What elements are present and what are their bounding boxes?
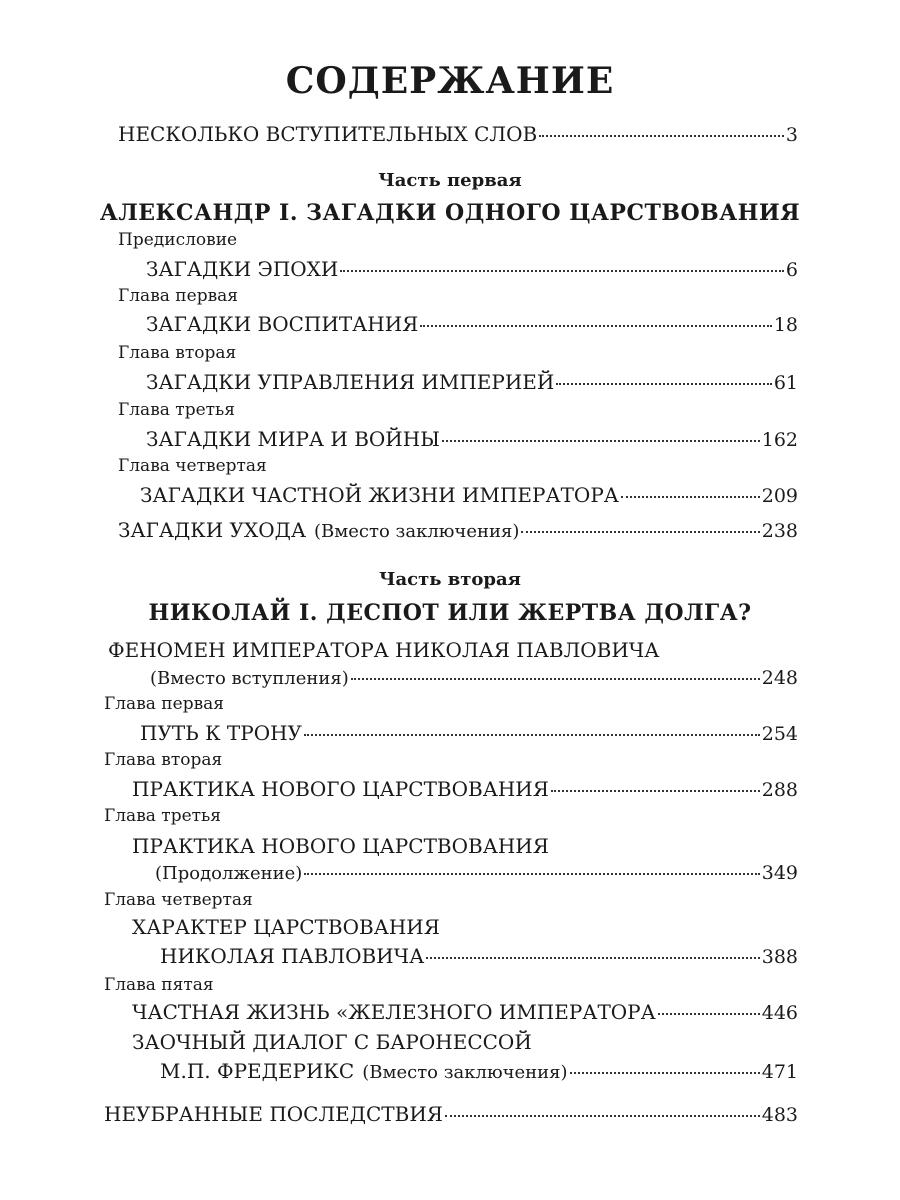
dot-leader	[570, 1072, 760, 1074]
chapter-label: Глава вторая	[118, 343, 237, 363]
dot-leader	[621, 496, 760, 498]
part1-title: АЛЕКСАНДР I. ЗАГАДКИ ОДНОГО ЦАРСТВОВАНИЯ	[99, 200, 801, 226]
toc-entry-p2-ch5[interactable]	[132, 1000, 798, 1024]
entry-title: НИКОЛАЯ ПАВЛОВИЧА	[160, 944, 425, 968]
entry-page: 446	[761, 1002, 798, 1024]
toc-entry-preface[interactable]	[146, 257, 798, 281]
chapter-label: Глава четвертая	[104, 890, 253, 910]
entry-note: (Вместо вступления)	[150, 668, 349, 689]
preface-label: Предисловие	[118, 230, 238, 250]
p2-ch4-title-line1: ХАРАКТЕР ЦАРСТВОВАНИЯ	[132, 915, 440, 939]
entry-page: 349	[761, 862, 798, 884]
chapter-label: Глава первая	[104, 694, 225, 714]
toc-entry-p2-ch3[interactable]	[155, 862, 798, 884]
chapter-label: Глава первая	[118, 286, 239, 306]
dot-leader	[539, 135, 784, 137]
dot-leader	[304, 873, 759, 875]
chapter-label: Глава вторая	[104, 750, 223, 770]
entry-title: ЗАГАДКИ УПРАВЛЕНИЯ ИМПЕРИЕЙ	[146, 370, 555, 394]
entry-page: 162	[761, 429, 798, 451]
entry-page: 238	[761, 520, 798, 542]
toc-entry-p2-ch2[interactable]	[132, 777, 798, 801]
toc-entry-p2-ch4[interactable]	[160, 944, 798, 968]
dot-leader	[340, 270, 784, 272]
dot-leader	[658, 1013, 760, 1015]
entry-page: 388	[761, 946, 798, 968]
dot-leader	[551, 790, 760, 792]
entry-title: ПРАКТИКА НОВОГО ЦАРСТВОВАНИЯ	[132, 777, 549, 801]
p2-conclusion-title-line1: ЗАОЧНЫЙ ДИАЛОГ С БАРОНЕССОЙ	[132, 1030, 532, 1054]
toc-entry-p1-conclusion[interactable]	[118, 518, 798, 542]
dot-leader	[420, 325, 771, 327]
toc-entry-p2-intro[interactable]	[150, 667, 798, 689]
p2-ch3-title: ПРАКТИКА НОВОГО ЦАРСТВОВАНИЯ	[132, 834, 549, 858]
part2-title: НИКОЛАЙ I. ДЕСПОТ ИЛИ ЖЕРТВА ДОЛГА?	[148, 600, 752, 626]
entry-title: НЕСКОЛЬКО ВСТУПИТЕЛЬНЫХ СЛОВ	[118, 122, 538, 146]
chapter-label: Глава четвертая	[118, 456, 267, 476]
entry-page: 3	[785, 124, 798, 146]
entry-page: 483	[761, 1104, 798, 1126]
entry-title: ЗАГАДКИ УХОДА	[118, 518, 307, 542]
toc-entry-p2-conclusion[interactable]	[160, 1059, 798, 1083]
toc-entry-p1-ch3[interactable]	[146, 427, 798, 451]
entry-title: ЗАГАДКИ ЭПОХИ	[146, 257, 339, 281]
entry-title: ЗАГАДКИ ВОСПИТАНИЯ	[146, 312, 419, 336]
chapter-label: Глава пятая	[104, 975, 214, 995]
entry-title: ЧАСТНАЯ ЖИЗНЬ «ЖЕЛЕЗНОГО ИМПЕРАТОРА	[132, 1000, 656, 1024]
entry-page: 471	[761, 1061, 798, 1083]
entry-note: (Вместо заключения)	[314, 521, 520, 542]
page-title: СОДЕРЖАНИЕ	[285, 60, 615, 102]
toc-entry-intro[interactable]	[118, 122, 798, 146]
p2-intro-title: ФЕНОМЕН ИМПЕРАТОРА НИКОЛАЯ ПАВЛОВИЧА	[108, 638, 660, 662]
part1-label: Часть первая	[378, 170, 522, 191]
chapter-label: Глава третья	[118, 400, 236, 420]
chapter-label: Глава третья	[104, 806, 222, 826]
toc-entry-epilogue[interactable]	[104, 1102, 798, 1126]
dot-leader	[304, 734, 760, 736]
dot-leader	[556, 383, 772, 385]
entry-page: 6	[785, 259, 798, 281]
entry-title: ПУТЬ К ТРОНУ	[140, 721, 302, 745]
entry-title: М.П. ФРЕДЕРИКС	[160, 1059, 355, 1083]
entry-page: 61	[773, 372, 798, 394]
dot-leader	[442, 440, 760, 442]
entry-page: 18	[773, 314, 798, 336]
dot-leader	[521, 531, 759, 533]
dot-leader	[445, 1115, 760, 1117]
entry-page: 254	[761, 723, 798, 745]
part2-label: Часть вторая	[379, 569, 521, 590]
toc-entry-p1-ch2[interactable]	[146, 370, 798, 394]
toc-entry-p1-ch4[interactable]	[140, 483, 798, 507]
entry-title: ЗАГАДКИ ЧАСТНОЙ ЖИЗНИ ИМПЕРАТОРА	[140, 483, 619, 507]
toc-entry-p2-ch1[interactable]	[140, 721, 798, 745]
entry-note: (Продолжение)	[155, 863, 303, 884]
entry-note: (Вместо заключения)	[362, 1062, 568, 1083]
toc-entry-p1-ch1[interactable]	[146, 312, 798, 336]
dot-leader	[426, 957, 760, 959]
entry-title: ЗАГАДКИ МИРА И ВОЙНЫ	[146, 427, 440, 451]
entry-page: 288	[761, 779, 798, 801]
dot-leader	[351, 678, 760, 680]
entry-page: 248	[761, 667, 798, 689]
entry-title: НЕУБРАННЫЕ ПОСЛЕДСТВИЯ	[104, 1102, 443, 1126]
entry-page: 209	[761, 485, 798, 507]
